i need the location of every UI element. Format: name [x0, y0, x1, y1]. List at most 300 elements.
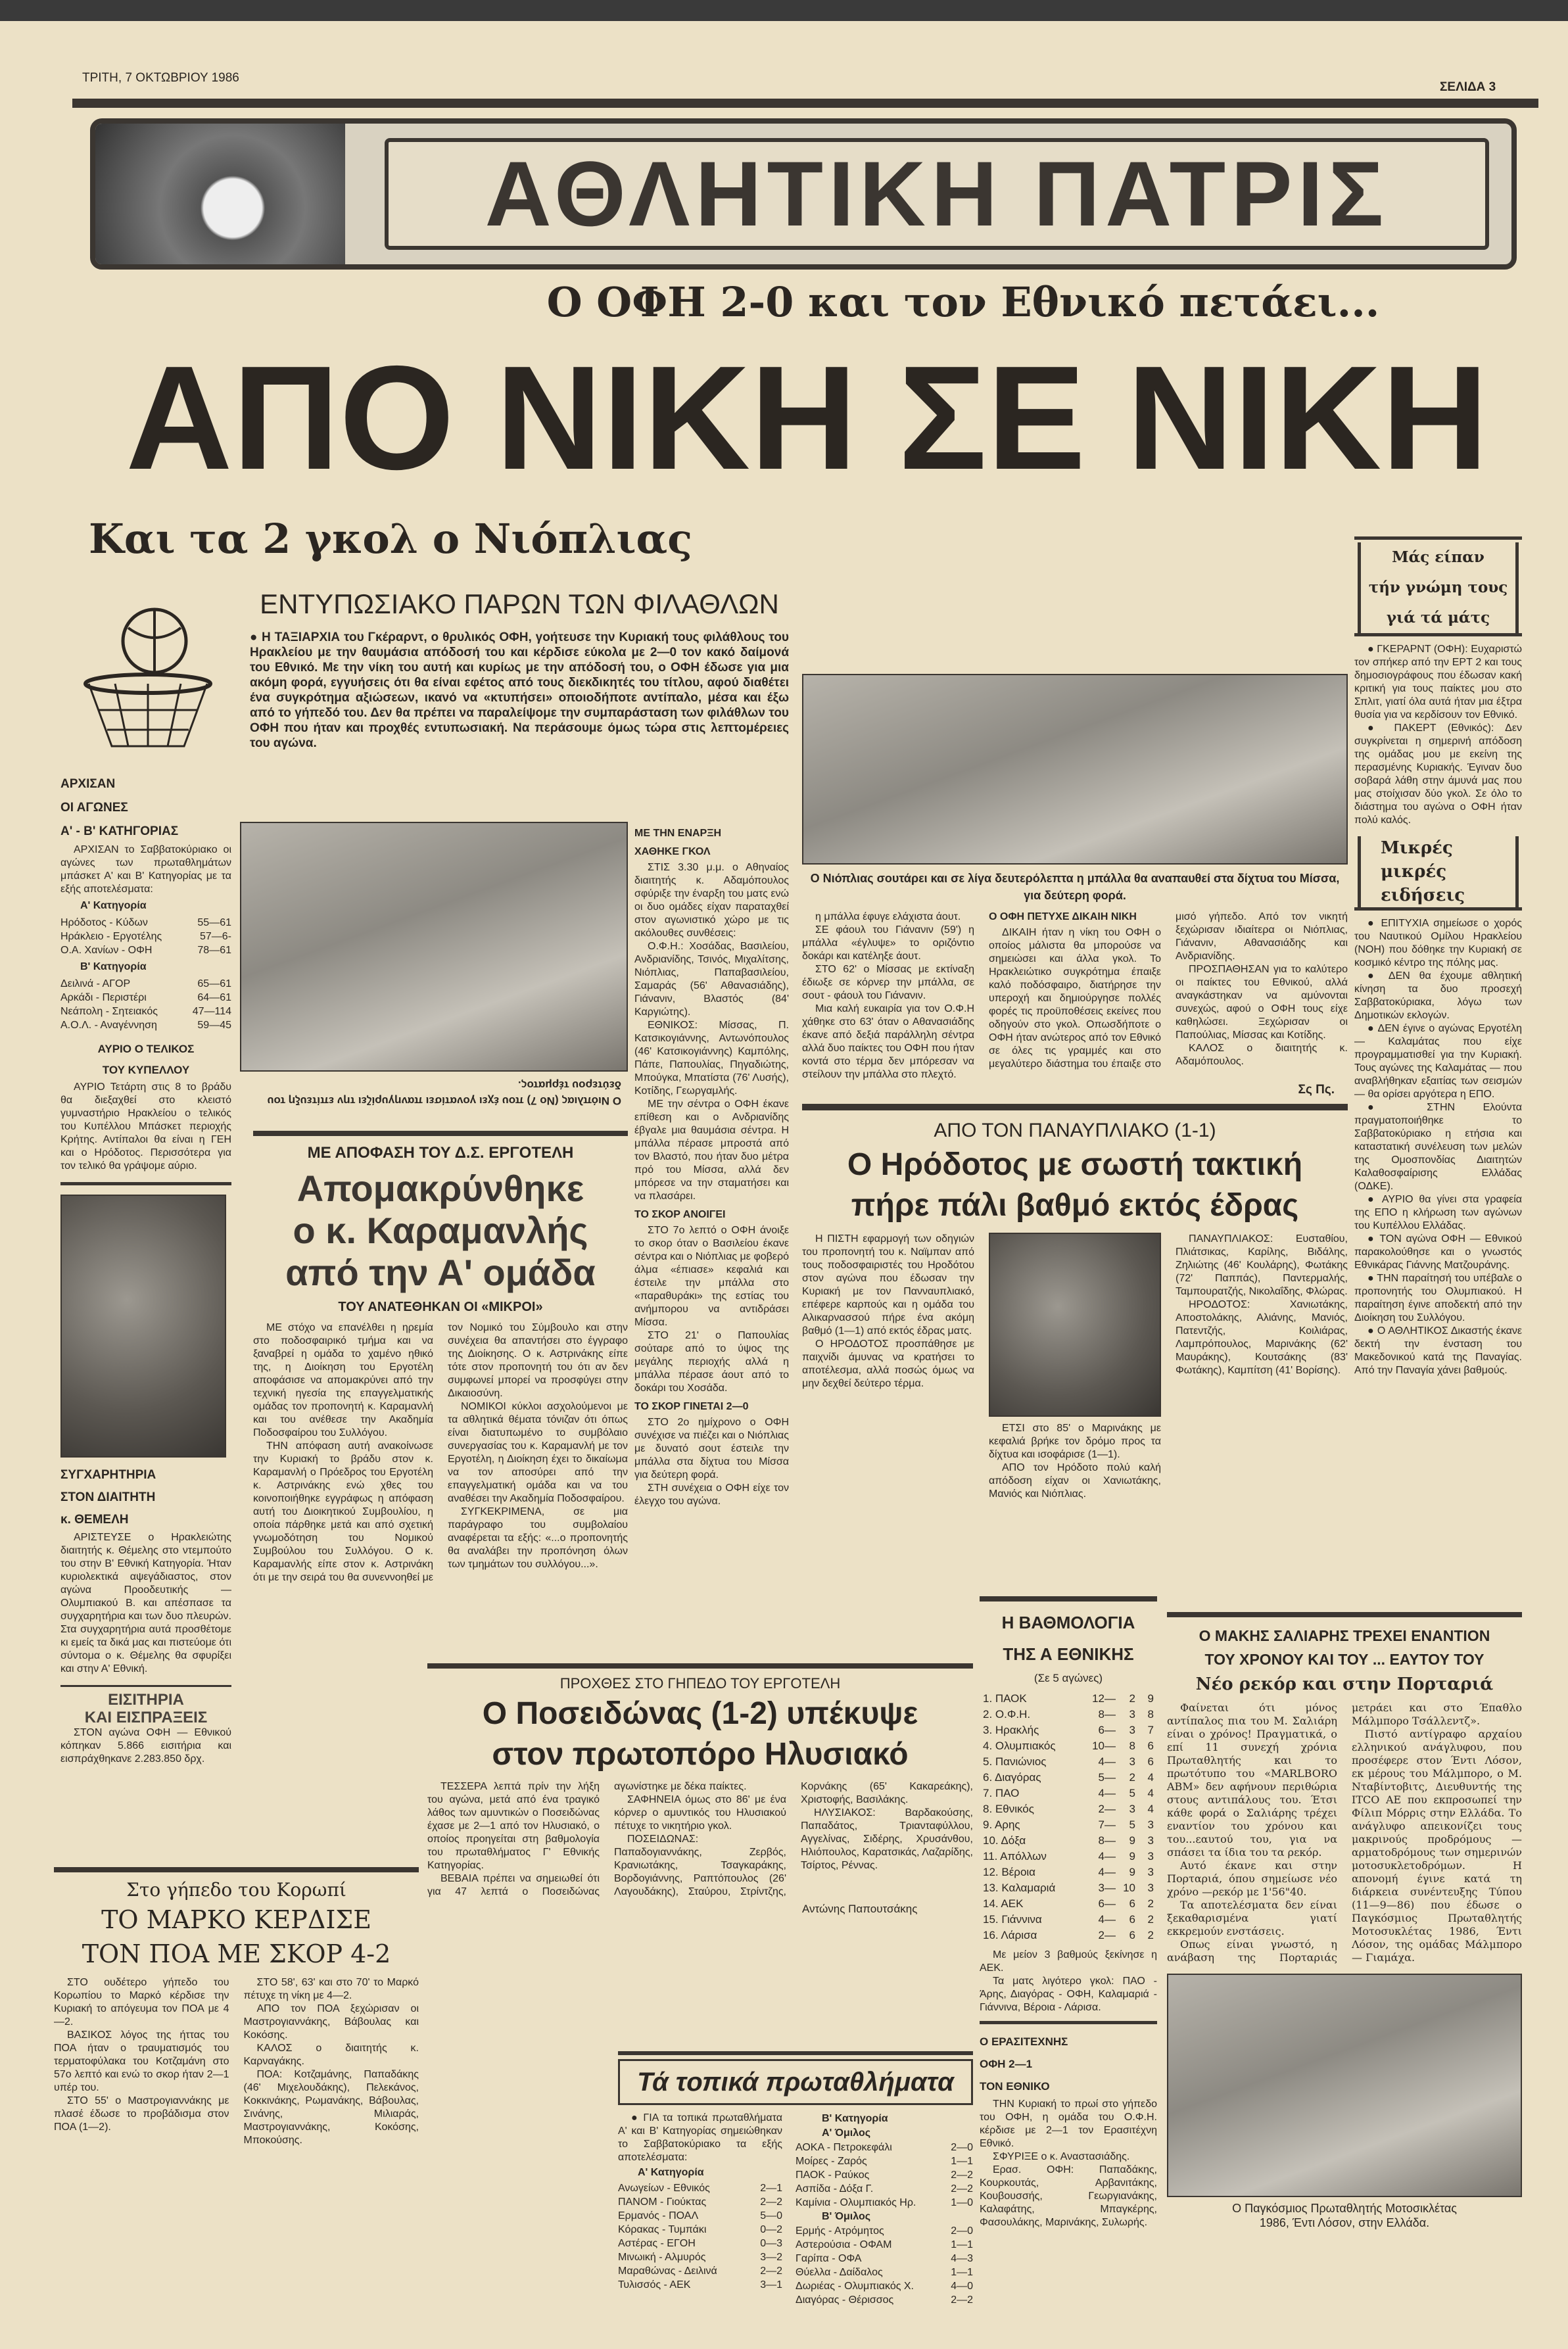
- poseidon-author: Αντώνης Παπουτσάκης: [802, 1903, 918, 1915]
- result-row-cell: 3—2: [760, 2252, 782, 2263]
- herodotos-headline-line: Ο Ηρόδοτος με σωστή τακτική: [847, 1147, 1303, 1182]
- photo-referee: [60, 1195, 226, 1458]
- standings-row-cell: 3: [1147, 1866, 1154, 1878]
- local-championships: [618, 2051, 973, 2307]
- photo-caption-upside-down: Ο Νιόπλιας (Νο 7) που έχει γονατίσει πανηγυρίζει την επίτευξη του δεύτερου τέρματος.: [267, 1079, 621, 1107]
- result-row-list: [796, 2141, 973, 2210]
- standings-row-cell: 16. Λάρισα: [983, 1929, 1037, 1941]
- standings-row-cell: 3: [1147, 1834, 1154, 1847]
- marko-paragraph: ΣΤΟ ουδέτερο γήπεδο του Κορωπίου το Μαρκό κέρδισε την Κυριακή το απόγευμα τον ΠΟΑ με 4—2.: [54, 1977, 229, 2028]
- standings-row-cell: 5—: [1098, 1771, 1116, 1784]
- standings-row: [983, 1770, 1154, 1786]
- tickets-title-line-list: [60, 1691, 231, 1726]
- left-column: [60, 772, 231, 1766]
- basketball-hoop-icon: [76, 602, 227, 766]
- report-paragraph-subheading: ΤΟ ΣΚΟΡ ΓΙΝΕΤΑΙ 2—0: [634, 1401, 749, 1412]
- report-paragraph: ΣΤΟ 7ο λεπτό ο ΟΦΗ άνοιξε το σκορ όταν ο Βασιλείου έκανε σέντρα και ο Νιόπλιας με φοβερό άλμα «έπιασε» κεφαλιά και έστειλε την μπάλλα στο «παραθυράκι» της εστίας του ανήμπορου να αντιδράσει Μίσσα.: [634, 1225, 789, 1328]
- result-row: [60, 930, 231, 943]
- report-paragraph-subheading: ΧΑΘΗΚΕ ΓΚΟΛ: [634, 846, 711, 857]
- final-text: ΑΥΡΙΟ Τετάρτη στις 8 το βράδυ θα διεξαχθεί στο κλειστό γυμναστήριο Ηρακλείου ο τελικός του Κυπέλλου Μπάσκετ περιοχής Κρήτης. Αντίπαλοι θα είναι η ΓΕΗ και ο Ηρόδοτος. Περισσότερα για τον τελικό θα γράψομε αύριο.: [60, 1081, 231, 1172]
- standings-row-cell: 4. Ολυμπιακός: [983, 1740, 1056, 1752]
- divider: [60, 1685, 231, 1687]
- standings-row-cell: 8. Εθνικός: [983, 1803, 1034, 1815]
- result-row-cell: 57—6-: [199, 931, 231, 942]
- result-row-cell: Μαραθώνας - Δειλινά: [618, 2266, 717, 2277]
- result-row-cell: 2—2: [951, 2294, 973, 2306]
- referee-title-line: ΣΥΓΧΑΡΗΤΗΡΙΑ: [60, 1468, 156, 1482]
- standings-row-cell: 2: [1129, 1692, 1135, 1705]
- opinions-title-line-list: [1358, 542, 1519, 633]
- herodotos-column: [1176, 1233, 1348, 1501]
- result-row-cell: 59—45: [197, 1020, 231, 1031]
- standings-row-cell: 9: [1147, 1692, 1154, 1705]
- amateur-title-line-list: [980, 2031, 1157, 2098]
- result-row-cell: 78—61: [197, 945, 231, 956]
- result-row: [60, 916, 231, 930]
- result-row-cell: Δειλινά - ΑΓΟΡ: [60, 978, 131, 989]
- poseidon-headline-line-list: [427, 1694, 973, 1775]
- amateur-paragraph-list: [980, 2098, 1157, 2229]
- standings-row-cell: 2: [1147, 1897, 1154, 1910]
- report-paragraph-list: [802, 911, 1348, 1081]
- standings-row-cell: 4—: [1098, 1850, 1116, 1863]
- result-row-cell: Ερμανός - ΠΟΑΛ: [618, 2210, 699, 2221]
- saliaris-headline-line: Ο ΜΑΚΗΣ ΣΑΛΙΑΡΗΣ ΤΡΕΧΕΙ ΕΝΑΝΤΙΟΝ: [1199, 1627, 1490, 1644]
- standings-row-cell: 7: [1147, 1724, 1154, 1736]
- karamanlis-article: [253, 1131, 628, 1584]
- masthead: [90, 118, 1517, 270]
- result-row-cell: 3—1: [760, 2279, 782, 2290]
- result-row-cell: 4—0: [951, 2281, 973, 2292]
- herodotos-columns: [802, 1233, 1348, 1501]
- news-title-line-list: [1358, 836, 1519, 907]
- report-paragraph: Ο.Φ.Η.: Χοσάδας, Βασιλείου, Ανδριανίδης, Τσινός, Μιχαλίτσης, Νιόπλιας, Παπαβασιλείου, Σαμαράς (56' Αθανασιάδης), Γιάνανιν, Βλαστός (84' Καργιώτης).: [634, 941, 789, 1018]
- photo1-block: [240, 822, 628, 1108]
- divider: [980, 1596, 1157, 1602]
- herodotos-paragraph: ΑΠΟ τον Ηρόδοτο πολύ καλή απόδοση είχαν οι Χανιωτάκης, Μανιός και Νιόπλιας.: [989, 1462, 1161, 1500]
- report-paragraph: η μπάλλα έφυγε ελάχιστα άουτ.: [815, 911, 961, 922]
- amateur-paragraph: ΤΗΝ Κυριακή το πρωί στο γήπεδο του ΟΦΗ, η ομάδα του Ο.Φ.Η. κέρδισε με 2—1 τον Ερασιτέχνη Εθνικό.: [980, 2099, 1157, 2149]
- standings-row-cell: 2: [1147, 1913, 1154, 1926]
- poseidon-paragraph: ΒΕΒΑΙΑ πρέπει να σημειωθεί ότι για 47 λεπτά ο Ποσειδώνας αγωνίστηκε με δέκα παίκτες.: [427, 1781, 747, 1897]
- standings-row: [983, 1801, 1154, 1817]
- result-row: [796, 2252, 973, 2266]
- saliaris-paragraph: Πιστό αντίγραφο αρχαίου ελληνικού ανάγλυφου, που προσέφερε στον Έντι Λόσον, εκ μέρους του Μάλμπορο, ο Μ. Νταβίντοβιτς, Διευθυντής της ΙΤCΟ ΑΕ που εκπροσωπεί την Φίλιπ Μόρρις στην Ελλάδα. Το ανάγλυφο απεικονίζει τους μακρινούς προδρόμους — αρματοδρόμους των σημερινών μοτοσυκλετοδρόμων. Η απονομή έγινε κατά τη διάρκεια συνέντευξης Τύπου (11—9—86) που έδωσε ο Παγκόσμιος Πρωταθλητής Μοτοσυκλέτας 1986, Έντι Λόσον, της ομάδας Μάλμπορο — Γιαμάχα.: [1352, 1728, 1522, 1964]
- result-row: [796, 2154, 973, 2168]
- local-intro-block: [618, 2112, 782, 2164]
- result-row-cell: 0—3: [760, 2238, 782, 2249]
- news-title-line: ειδήσεις: [1381, 886, 1465, 905]
- basket-intro: [60, 843, 231, 896]
- standings-row-cell: 6. Διαγόρας: [983, 1771, 1041, 1784]
- tickets-title-line: ΕΙΣΙΤΗΡΙΑ: [108, 1691, 184, 1709]
- karamanlis-paragraph: ΤΗΝ απόφαση αυτή ανακοίνωσε την Κυριακή το βράδυ στον κ. Καραμανλή ο Πρόεδρος του Εργοτέλη κ. Αστρινάκης ενώ χθες του κοινοποιήθηκε εγγράφως η απόφαση αυτή του Διοικητικού Συμβουλίου, η οποία πάρθηκε μετά και από σχετική γνωμοδότηση του Νομικού Συμβούλου του Συλλόγου. Ο κ. Καραμανλής είπε στον κ. Αστρινάκη ότι με την σειρά του θα συνεννοηθεί με τον Νομικό του Σύμβουλο και στην συνέχεια θα απαντήσει στο έγγραφο της Διοίκησης. Ο κ. Αστρινάκης είπε τότε στον προπονητή του ότι αν δεν συμφωνεί μπορεί να προσφύγει στην Δικαιοσύνη.: [253, 1322, 628, 1583]
- result-row-cell: 2—2: [760, 2266, 782, 2277]
- standings-row-cell: 5. Πανιώνιος: [983, 1755, 1047, 1768]
- divider: [1354, 633, 1522, 636]
- result-row-cell: 2—2: [951, 2170, 973, 2181]
- karamanlis-paragraph-list: [253, 1321, 628, 1584]
- photo-player: [989, 1233, 1161, 1417]
- basket-title-line-list: [60, 772, 231, 843]
- standings-row: [983, 1786, 1154, 1801]
- standings-row-cell: 4: [1147, 1803, 1154, 1815]
- lead-paragraph: ● Η ΤΑΞΙΑΡΧΙΑ του Γκέραρντ, ο θρυλικός ΟΦΗ, γοήτευσε την Κυριακή τους φιλάθλους του Ηρακλείου με την θαυμάσια απόδοσή του και κέρδισε εύκολα με 2—0 τον κακό δαίμονά του Εθνικό. Με την νίκη του αυτή και κυρίως με την απόδοσή του, ο ΟΦΗ έδωσε για μια ακόμη φορά, εγγυήσεις ότι θα είναι εφέτος από τους διεκδικητές του τίτλου, αφού διαθέτει ένα συγκρότημα αξιώσεων, ικανό να «κτυπήσει» οποιοδήποτε αντίπαλο, μέσα και έξω από το γήπεδό του. Δεν θα πρέπει να παραλείψομε την συμπαράσταση των φιλάθλων του ΟΦΗ που ήταν και προχθές εντυπωσιακή. Να περάσουμε όμως τώρα στις λεπτομέρειες του αγώνα.: [250, 630, 789, 750]
- result-row-cell: 1—1: [951, 2239, 973, 2250]
- standings-row: [983, 1928, 1154, 1943]
- standings-row-cell: 7—: [1098, 1818, 1116, 1831]
- standings-row-cell: 3: [1147, 1882, 1154, 1894]
- result-row-cell: Δωριέας - Ολυμπιακός Χ.: [796, 2281, 914, 2292]
- standings-row: [983, 1849, 1154, 1864]
- saliaris-paragraph: Οπως είναι γνωστό, η ανάβαση της Πορταριάς μετράει και στο Έπαθλο Μάλμπορο Τσάλλεντζ».: [1167, 1701, 1522, 1964]
- result-row-list: [796, 2224, 973, 2307]
- standings-row: [983, 1896, 1154, 1912]
- standings-row-cell: 3: [1129, 1755, 1135, 1768]
- masthead-football-photo: [95, 124, 345, 264]
- result-row: [60, 1005, 231, 1018]
- standings-title-line-list: [980, 1607, 1157, 1670]
- marko-article: [54, 1867, 419, 2147]
- report-paragraph: ΣΤΙΣ 3.30 μ.μ. ο Αθηναίος διαιτητής κ. Αδαμόπουλος σφύριξε την έναρξη του ματς ενώ οι δυο ομάδες είχαν παραταχθεί στον αγωνιστικό χώρο με τις ακόλουθες συνθέσεις:: [634, 862, 789, 939]
- news-item-list: [1354, 917, 1522, 1377]
- marko-paragraph: ΚΑΛΟΣ ο διαιτητής κ. Καρναγάκης.: [243, 2043, 419, 2067]
- marko-paragraph: ΣΤΟ 55' ο Μαστρογιαννάκης με πλασέ έδωσε το προβάδισμα στον ΠΟΑ (1—2).: [54, 2095, 229, 2133]
- report-signature: Σς Πς.: [1298, 1083, 1335, 1097]
- poseidon-article: [427, 1663, 973, 1917]
- amateur-paragraph: Ερασ. ΟΦΗ: Παπαδάκης, Κουρκουτάς, Αρβανιτάκης, Κουβουσσής, Γεωργιανάκης, Καλαφάτης, Μπαγκέρης, Φασουλάκης, Μαρινάκης, Συλωρής.: [980, 2164, 1157, 2228]
- saliaris-paragraph: Αυτό έκανε και στην Πορταριά, όπου σημείωσε νέο χρόνο —ρεκόρ με 1'56"40.: [1167, 1859, 1337, 1898]
- karamanlis-paragraph: ΜΕ στόχο να επανέλθει η ηρεμία στο ποδοσφαιρικό τμήμα και να ξαναβρεί η ομάδα το χαμένο ηθικό της, η Διοίκηση του Εργοτέλη αποφάσισε να απομακρύνει από την τεχνική ηγεσία της επαγγελματικής ομάδας τον προπονητή κ. Καραμανλή και του ανέθεσε την Ακαδημία Ποδοσφαίρου του Συλλόγου.: [253, 1322, 433, 1438]
- page-number: ΣΕΛΙΔΑ 3: [1440, 80, 1496, 94]
- photo-eddie-lawson: [1167, 1974, 1522, 2197]
- result-row: [618, 2223, 782, 2237]
- standings-row-cell: 8: [1147, 1708, 1154, 1720]
- saliaris-article: [1167, 1612, 1522, 2230]
- issue-date: ΤΡΙΤΗ, 7 ΟΚΤΩΒΡΙΟΥ 1986: [82, 71, 239, 85]
- standings-row-cell: 8—: [1098, 1708, 1116, 1720]
- karamanlis-paragraph: ΝΟΜΙΚΟΙ κύκλοι ασχολούμενοι με τα αθλητικά θέματα τόνιζαν ότι όπως είναι διατυπωμένο το συμβόλαιο συνεργασίας του κ. Καραμανλή με τον Εργοτέλη, η Διοίκηση έχει το δικαίωμα να τον αποσύρει από την επαγγελματική ομάδα και να του αναθέσει την Ακαδημία Ποδοσφαίρου.: [448, 1401, 628, 1504]
- standings-row-cell: 3: [1147, 1818, 1154, 1831]
- herodotos-column: [802, 1233, 974, 1501]
- poseidon-paragraph: ΠΟΣΕΙΔΩΝΑΣ: Παπαδογιαννάκης, Ζερβός, Κρανιωτάκης, Τσαγκαράκης, Βορδογιάννης, Ραπτόπουλος (26' Λαγουδάκης), Σταύρου, Στρίντζης, Κορνάκης (65' Κακαρεάκης), Χριστοφής, Βασιλάκης.: [614, 1781, 973, 1897]
- report-paragraph: ΣΤΟ 2ο ημίχρονο ο ΟΦΗ συνέχισε να πιέζει και ο Νιόπλιας με δυνατό σουτ έστειλε την μπάλλα στα δίχτυα του Μίσσα για δεύτερη φορά.: [634, 1417, 789, 1481]
- amateur-title-line: Ο ΕΡΑΣΙΤΕΧΝΗΣ: [980, 2035, 1068, 2048]
- right-region: [802, 674, 1348, 1501]
- result-row-list: [60, 916, 231, 957]
- standings-note-paragraph: Με μείον 3 βαθμούς ξεκίνησε η ΑΕΚ.: [980, 1949, 1157, 1974]
- standings-row: [983, 1880, 1154, 1896]
- result-row-cell: 2—2: [951, 2183, 973, 2195]
- saliaris-caption-line: 1986, Έντι Λόσον, στην Ελλάδα.: [1259, 2216, 1430, 2229]
- result-row-cell: 2—0: [951, 2225, 973, 2237]
- report-paragraph: ΔΙΚΑΙΗ ήταν η νίκη του ΟΦΗ ο οποίος μάλιστα θα μπορούσε να σημειώσει και άλλα γκολ. Το Ηρακλειώτικο συγκρότημα έπαιξε καλό ποδόσφαιρο, διατήρησε την υπεροχή και δημιούργησε πολλές φορές τις προϋποθέσεις εκείνες που οδηγούν στο γκολ. Οπωσδήποτε ο ΟΦΗ ήταν ανώτερος από τον Εθνικό σε όλες τις γραμμές και στο μεγαλύτερο διάστημα του έπαιξε στο μισό γήπεδο. Από τον νικητή ξεχώρισαν ιδιαίτερα οι Νιόπλιας, Γιάνανιν, Αθανασιάδης και Ανδριανίδης.: [989, 911, 1348, 1070]
- final-title-line-list: [60, 1039, 231, 1081]
- poseidon-paragraph: ΗΛΥΣΙΑΚΟΣ: Βαρδακούσης, Παπαδάτος, Τριανταφύλλου, Αγγελίνας, Σιδέρης, Χρυσάνθου, Ηλιόπουλος, Καρατσικάς, Λαζαρίδης, Τσίρτος, Ρέννας.: [801, 1807, 973, 1871]
- poseidon-paragraph: ΤΕΣΣΕΡΑ λεπτά πρίν την λήξη του αγώνα, μετά από ένα τραγικό λάθος των αμυντικών ο Ποσειδώνας έχασε με 2—1 από τον Ηλυσιακό, ο οποίος προηγείται στη βαθμολογία του πρωταθλήματος Γ' Εθνικής Κατηγορίας.: [427, 1781, 600, 1871]
- news-item: ● Ο ΑΘΛΗΤΙΚΟΣ Δικαστής έκανε δεκτή την ένσταση του Μακεδονικού κατά της Παναγίας. Από την Παναγία χάνει βαθμούς.: [1354, 1325, 1522, 1376]
- result-row: [618, 2278, 782, 2292]
- result-row-cell: Αστέρας - ΕΓΟΗ: [618, 2238, 696, 2249]
- opinion-paragraph: ● ΠΑΚΕΡΤ (Εθνικός): Δεν συγκρίνεται η σημερινή απόδοση της ομάδας μου με εκείνη της περασμένης Κυριακής. Έγιναν δυο σοβαρά λάθη στην άμυνά μας που μας στοίχισαν δύο γκολ. Σε όλο το διάστημα του αγώνα ο ΟΦΗ ήταν πολύ καλός.: [1354, 723, 1522, 826]
- marko-headline-line: ΤΟ ΜΑΡΚΟ ΚΕΡΔΙΣΕ: [101, 1905, 371, 1934]
- report-paragraph: ΠΡΟΣΠΑΘΗΣΑΝ για το καλύτερο οι παίκτες του Εθνικού, αλλά αναγκάστηκαν να αμύνονται συνεχώς, αφού ο ΟΦΗ τους είχε καθηλώσει. Ξεχώρισαν οι Παπούλιας, Μίσσας και Κοτίδης.: [1176, 964, 1348, 1041]
- photo-niopilias-shot: [802, 674, 1348, 865]
- standings-row: [983, 1817, 1154, 1833]
- divider: [980, 2021, 1157, 2024]
- tickets-block: [60, 1726, 231, 1766]
- saliaris-paragraph: Φαίνεται ότι μόνος αντίπαλος πια του Μ. Σαλιάρη είναι ο χρόνος! Πραγματικά, ο επί 11 συνεχή χρόνια Πρωταθλητής και το πρωτότυπο του «ΜΑRLBORO ΑΒΜ» δεν αφήνουν περιθώρια στους αντιπάλους του. Έτσι κάθε φορά ο Σαλιάρης τρέχει εναντίον του χρόνου και του...εαυτού του, για να σπάσει τα ίδια του τα ρεκόρ.: [1167, 1701, 1337, 1859]
- lead-title: ΕΝΤΥΠΩΣΙΑΚΟ ΠΑΡΩΝ ΤΩΝ ΦΙΛΑΘΛΩΝ: [260, 588, 779, 619]
- news-title-line: μικρές: [1381, 862, 1447, 882]
- kicker-headline: Ο ΟΦΗ 2-0 και τον Εθνικό πετάει...: [546, 278, 1380, 326]
- herodotos-paragraph: ΕΤΣΙ στο 85' ο Μαρινάκης με κεφαλιά βρήκε τον δρόμο προς τα δίχτυα και ισοφάρισε (1—1).: [989, 1423, 1161, 1460]
- result-row: [796, 2238, 973, 2252]
- standings-note-paragraph: Τα ματς λιγότερο γκολ: ΠΑΟ - Άρης, Διαγόρας - ΟΦΗ, Καλαμαριά - Γιάννινα, Βέροια - Λάρισα.: [980, 1976, 1157, 2013]
- result-row: [60, 1018, 231, 1032]
- result-row-cell: Ανωγείων - Εθνικός: [618, 2183, 710, 2194]
- karamanlis-headline-line: από την Α' ομάδα: [285, 1252, 596, 1293]
- standings-row-cell: 1. ΠΑΟΚ: [983, 1692, 1027, 1705]
- amateur-paragraph: ΣΦΥΡΙΞΕ ο κ. Αναστασιάδης.: [993, 2151, 1130, 2162]
- standings-row-cell: 6: [1129, 1929, 1135, 1941]
- saliaris-paragraph-list: [1167, 1701, 1522, 1964]
- standings-title-line: ΤΗΣ Α ΕΘΝΙΚΗΣ: [1003, 1644, 1134, 1664]
- final-title-line: ΤΟΥ ΚΥΠΕΛΛΟΥ: [102, 1064, 190, 1076]
- basket-title-line: ΟΙ ΑΓΩΝΕΣ: [60, 801, 128, 815]
- result-row-cell: Γαρίπα - ΟΦΑ: [796, 2253, 862, 2264]
- karamanlis-sub: ΤΟΥ ΑΝΑΤΕΘΗΚΑΝ ΟΙ «ΜΙΚΡΟΙ»: [338, 1300, 543, 1314]
- opinion-paragraph: ● ΓΚΕΡΑΡΝΤ (ΟΦΗ): Ευχαριστώ τον σπήκερ από την ΕΡΤ 2 και τους δημοσιογράφους που έδωσαν κακή κριτική για τους παίκτες μου στο Σπλιτ, γιατί όλα αυτά ήταν μια έξτρα θυσία για να κερδίσουν τον Εθνικό.: [1354, 644, 1522, 721]
- right-sidebar: [1354, 536, 1522, 1377]
- final-title-line: ΑΥΡΙΟ Ο ΤΕΛΙΚΟΣ: [97, 1043, 195, 1055]
- standings-row-cell: 3. Ηρακλής: [983, 1724, 1039, 1736]
- standings-row-cell: 8: [1129, 1740, 1135, 1752]
- standings-row-cell: 6—: [1098, 1897, 1116, 1910]
- marko-kicker: Στο γήπεδο του Κορωπί: [126, 1879, 346, 1901]
- result-row: [796, 2182, 973, 2196]
- saliaris-sub: Νέο ρεκόρ και στην Πορταριά: [1195, 1674, 1494, 1694]
- karamanlis-headline-line-list: [253, 1168, 628, 1294]
- basket-cat-a: Α' Κατηγορία: [80, 900, 147, 911]
- standings-row-cell: 4: [1147, 1787, 1154, 1799]
- result-row-cell: Αρκάδι - Περιστέρι: [60, 992, 147, 1003]
- result-row-cell: Αστερούσια - ΟΦΑΜ: [796, 2239, 892, 2250]
- result-row-cell: 1—0: [951, 2197, 973, 2208]
- local-group-b: Β' Όμιλος: [822, 2211, 871, 2222]
- standings-row-cell: 6: [1147, 1755, 1154, 1768]
- standings-row-cell: 4—: [1098, 1755, 1116, 1768]
- standings-row-cell: 3: [1129, 1708, 1135, 1720]
- result-row-cell: Ο.Α. Χανίων - ΟΦΗ: [60, 945, 153, 956]
- standings-row-cell: 10—: [1092, 1740, 1116, 1752]
- result-row-cell: Κόρακας - Τυμπάκι: [618, 2224, 707, 2235]
- standings-row-cell: 15. Γιάννινα: [983, 1913, 1042, 1926]
- result-row-cell: 2—0: [951, 2142, 973, 2153]
- local-intro: ● ΓΙΑ τα τοπικά πρωταθλήματα Α' και Β' Κατηγορίας σημειώθηκαν το Σαββατοκύριακο τα εξής αποτελέσματα:: [618, 2112, 782, 2163]
- news-item: ● ΤΗΝ παραίτησή του υπέβαλε ο προπονητής του Ολυμπιακού. Η παραίτηση έγινε αποδεκτή από την Διοίκηση του Συλλόγου.: [1354, 1273, 1522, 1323]
- result-row-cell: 47—114: [192, 1006, 231, 1017]
- herodotos-paragraph: ΗΡΟΔΟΤΟΣ: Χανιωτάκης, Αποστολάκης, Αλιάνης, Μανιός, Πατεντζής, Κοιλιάρας, Λαμπρόπουλος, Μαρινάκης (62' Μαυράκης), Κουτσάκης (83' Φωτάκης), Καμπίτση (41' Βορίσης).: [1176, 1299, 1348, 1376]
- referee-block: [60, 1531, 231, 1676]
- scan-edge: [0, 0, 1568, 21]
- result-row-cell: 64—61: [197, 992, 231, 1003]
- news-item: ● ΣΤΗΝ Ελούντα πραγματοποιήθηκε το Σαββατοκύριακο η ετήσια και καταστατική συνέλευση των μελών της Ομοσπονδίας Διαιτητών Καλαθοσφαίρισης Ελλάδας (ΟΔΚΕ).: [1354, 1102, 1522, 1192]
- result-row-cell: Ηρόδοτος - Κύδων: [60, 917, 148, 928]
- result-row: [60, 977, 231, 991]
- result-row-cell: 1—1: [951, 2267, 973, 2278]
- result-row-cell: 5—0: [760, 2210, 782, 2221]
- standings-row-cell: 3: [1129, 1803, 1135, 1815]
- result-row-list: [60, 977, 231, 1032]
- result-row-cell: Νεάπολη - Σητειακός: [60, 1006, 158, 1017]
- standings-row-cell: 6: [1129, 1913, 1135, 1926]
- result-row-cell: Καμίνια - Ολυμπιακός Ηρ.: [796, 2197, 916, 2208]
- standings-row-cell: 3: [1129, 1724, 1135, 1736]
- divider: [802, 1104, 1348, 1110]
- news-item: ● ΕΠΙΤΥΧΙΑ σημείωσε ο χορός του Ναυτικού Ομίλου Ηρακλείου (ΝΟΗ) που δόθηκε την Κυριακή σε κοσμικό κέντρο της πόλης μας.: [1354, 918, 1522, 968]
- saliaris-caption-line-list: [1167, 2201, 1522, 2230]
- standings-row-cell: 9: [1129, 1866, 1135, 1878]
- standings-row-cell: 2—: [1098, 1929, 1116, 1941]
- report-paragraph: Μια καλή ευκαιρία για τον Ο.Φ.Η χάθηκε στο 63' όταν ο Αθανασιάδης έκανε από δεξιά παράλληλη σέντρα αλλά δυο παίκτες του ΟΦΗ που ήταν κοντά στο τέρμα δεν μπόρεσαν να στείλουν την μπάλλα στο πλεχτό.: [802, 1003, 974, 1080]
- marko-paragraph: ΒΑΣΙΚΟΣ λόγος της ήττας του ΠΟΑ ήταν ο τραυματισμός του τερματοφύλακα του Κοτζαμάνη στο 57ο λεπτό και ενώ το σκορ ήταν 2—1 υπέρ του.: [54, 2029, 229, 2093]
- poseidon-paragraph-list: [427, 1780, 973, 1899]
- standings-row-cell: 3—: [1098, 1882, 1116, 1894]
- herodotos-paragraph: Ο ΗΡΟΔΟΤΟΣ προσπάθησε με παιχνίδι άμυνας να κρατήσει το αποτέλεσμα, αλλά ποσώς όμως να μην δεχθεί δεύτερο τέρμα.: [802, 1339, 974, 1389]
- standings-row-cell: 6: [1147, 1740, 1154, 1752]
- standings-row-list: [980, 1691, 1157, 1943]
- result-row: [796, 2168, 973, 2182]
- result-row-cell: Θύελλα - Δαίδαλος: [796, 2267, 883, 2278]
- result-row: [796, 2293, 973, 2307]
- standings-row-cell: 5: [1129, 1787, 1135, 1799]
- result-row-cell: ΑΟΚΑ - Πετροκεφάλι: [796, 2142, 892, 2153]
- local-headline: Τά τοπικά πρωταθλήματα: [618, 2059, 973, 2105]
- standings-row-cell: 6: [1129, 1897, 1135, 1910]
- opinion-paragraph-list: [1354, 643, 1522, 827]
- basket-intro-text: ΑΡΧΙΣΑΝ το Σαββατοκύριακο οι αγώνες των πρωταθλημάτων μπάσκετ Α' και Β' Κατηγορίας με τα εξής αποτελέσματα:: [60, 844, 231, 895]
- news-item: ● ΔΕΝ έγινε ο αγώνας Εργοτέλη — Καλαμάτας που είχε προγραμματισθεί για την Κυριακή. Τους αγώνες της Καλαμάτας — που αναβλήθηκαν εξαιτίας των σεισμών — θα ορίσει αργότερα η ΕΠΟ.: [1354, 1023, 1522, 1100]
- referee-title-line: ΣΤΟΝ ΔΙΑΙΤΗΤΗ: [60, 1490, 156, 1504]
- result-row-cell: ΠΑΝΟΜ - Γιούκτας: [618, 2196, 707, 2208]
- amateur-title-line: ΤΟΝ ΕΘΝΙΚΟ: [980, 2080, 1050, 2093]
- result-row-cell: Α.Ο.Λ. - Αναγέννηση: [60, 1020, 157, 1031]
- standings-row: [983, 1754, 1154, 1770]
- standings-row: [983, 1912, 1154, 1928]
- standings-row-cell: 10. Δόξα: [983, 1834, 1026, 1847]
- referee-title-line-list: [60, 1464, 231, 1531]
- standings-title-line: Η ΒΑΘΜΟΛΟΓΙΑ: [1001, 1613, 1135, 1632]
- standings-row-cell: 13. Καλαμαριά: [983, 1882, 1056, 1894]
- top-rule: [72, 99, 1538, 108]
- result-row: [618, 2264, 782, 2278]
- result-row-cell: 2—2: [760, 2196, 782, 2208]
- standings-row-cell: 2: [1147, 1929, 1154, 1941]
- result-row-cell: 2—1: [760, 2183, 782, 2194]
- report-paragraph-subheading: ΤΟ ΣΚΟΡ ΑΝΟΙΓΕΙ: [634, 1209, 726, 1220]
- result-row: [796, 2141, 973, 2154]
- local-cat-b: Β' Κατηγορία: [822, 2113, 888, 2124]
- basket-cat-b: Β' Κατηγορία: [80, 961, 147, 972]
- divider: [54, 1867, 419, 1872]
- poseidon-headline-line: στον πρωτοπόρο Ηλυσιακό: [492, 1737, 909, 1772]
- standings-row-cell: 4—: [1098, 1787, 1116, 1799]
- news-item: ● ΔΕΝ θα έχουμε αθλητική κίνηση τα δυο προσεχή Σαββατοκύριακα, λόγω των Δημοτικών εκλογών.: [1354, 970, 1522, 1021]
- standings-row-cell: 4—: [1098, 1866, 1116, 1878]
- result-row: [618, 2195, 782, 2209]
- referee-text: ΑΡΙΣΤΕΥΣΕ ο Ηρακλειώτης διαιτητής κ. Θέμελης στο ντεμπούτο του στην Β' Εθνική Κατηγορία. Ήταν κυριολεκτικά αψεγάδιαστος, στον αγώνα Προοδευτικής — Ολυμπιακού Β. και απέσπασε τα συγχαρητήρια και των δυο πλευρών. Στα συγχαρητήρια αυτά προσθέτομε κι εμείς τα δικά μας και πιστεύομε ότι σύντομα ο κ. Θέμελης θα σφυρίξει και στην Α' Εθνική.: [60, 1532, 231, 1674]
- poseidon-kicker: ΠΡΟΧΘΕΣ ΣΤΟ ΓΗΠΕΔΟ ΤΟΥ ΕΡΓΟΤΕΛΗ: [559, 1675, 841, 1692]
- opinions-title-line: τήν γνώμη τους: [1368, 579, 1508, 596]
- poseidon-paragraph: ΣΑΦΗΝΕΙΑ όμως στο 86' με ένα κόρνερ ο αμυντικός του Ηλυσιακού πέτυχε το νικητήριο γκολ.: [614, 1794, 786, 1832]
- result-row-cell: 55—61: [197, 917, 231, 928]
- news-title-line: Μικρές: [1381, 838, 1453, 858]
- saliaris-paragraph: Τα αποτελέσματα δεν είναι ξεκαθαρισμένα γιατί εκκρεμούν ενστάσεις.: [1167, 1899, 1337, 1937]
- report-paragraph: ΜΕ την σέντρα ο ΟΦΗ έκανε επίθεση και ο Ανδριανίδης έβγαλε μια θαυμάσια σέντρα. Η μπάλλα πέρασε μπροστά από τον Βλαστό, που ήταν δυο μέτρα πρό του Μίσσα, αλλά δεν μπόρεσε να την σταματήσει και να πλασάρει.: [634, 1099, 789, 1202]
- standings-row-cell: 2: [1129, 1771, 1135, 1784]
- divider: [253, 1131, 628, 1136]
- herodotos-column: [989, 1233, 1161, 1501]
- photo-caption: Ο Νιόπλιας σουτάρει και σε λίγα δευτερόλεπτα η μπάλλα θα αναπαυθεί στα δίχτυα του Μίσσα, για δεύτερη φορά.: [810, 872, 1340, 902]
- herodotos-headline-line-list: [802, 1145, 1348, 1226]
- report-paragraph-list: [634, 822, 789, 1508]
- standings-row-cell: 12—: [1092, 1692, 1116, 1705]
- standings-row-cell: 10: [1123, 1882, 1135, 1894]
- result-row: [796, 2266, 973, 2279]
- standings-row-cell: 12. Βέροια: [983, 1866, 1036, 1878]
- standings-note: (Σε 5 αγώνες): [1033, 1672, 1103, 1684]
- result-row: [60, 991, 231, 1005]
- tickets-text: ΣΤΟΝ αγώνα ΟΦΗ — Εθνικού κόπηκαν 5.866 εισιτήρια και εισπράχθηκανε 2.283.850 δρχ.: [60, 1727, 231, 1765]
- standings-row-cell: 3: [1147, 1850, 1154, 1863]
- marko-paragraph: ΠΟΑ: Κοτζαμάνης, Παπαδάκης (46' Μιχελουδάκης), Πελεκάνος, Κοκκινάκης, Ρωμανάκης, Βάβουλας, Σινάνης, Μιλιαράς, Μαστρογιαννάκης, Κοκόσης, Μποκούσης.: [243, 2069, 419, 2146]
- news-item: ● ΑΥΡΙΟ θα γίνει στα γραφεία της ΕΠΟ η κλήρωση των αγώνων του Κυπέλλου Ελλάδας.: [1354, 1194, 1522, 1231]
- basket-title-line: ΑΡΧΙΣΑΝ: [60, 777, 116, 791]
- marko-paragraph: ΣΤΟ 58', 63' και στο 70' το Μαρκό πέτυχε τη νίκη με 4—2.: [243, 1977, 419, 2001]
- standings-row-cell: 4: [1147, 1771, 1154, 1784]
- standings-row-cell: 9: [1129, 1834, 1135, 1847]
- standings-row: [983, 1722, 1154, 1738]
- standings-row: [983, 1833, 1154, 1849]
- karamanlis-headline-line: ο κ. Καραμανλής: [293, 1210, 588, 1251]
- result-row: [618, 2209, 782, 2223]
- report-paragraph: ΣΤΟ 62' ο Μίσσας με εκτίναξη έδιωξε σε κόρνερ την μπάλλα, σε σουτ - φάουλ του Γιάνανιν.: [802, 964, 974, 1001]
- standings-column: [980, 1596, 1157, 2229]
- standings-row-cell: 5: [1129, 1818, 1135, 1831]
- standings-row: [983, 1691, 1154, 1707]
- divider: [427, 1663, 973, 1669]
- amateur-title-line: ΟΦΗ 2—1: [980, 2058, 1033, 2070]
- result-row: [618, 2237, 782, 2250]
- result-row-cell: Τυλισσός - ΑΕΚ: [618, 2279, 691, 2290]
- final-text-block: [60, 1081, 231, 1173]
- karamanlis-headline-line: Απομακρύνθηκε: [297, 1168, 584, 1209]
- local-group-a: Α' Όμιλος: [822, 2127, 871, 2139]
- result-row: [60, 943, 231, 957]
- result-row: [796, 2196, 973, 2210]
- divider: [1354, 536, 1522, 540]
- result-row-cell: Μοίρες - Ζαρός: [796, 2156, 867, 2167]
- standings-row: [983, 1864, 1154, 1880]
- report-paragraph-subheading: ΜΕ ΤΗΝ ΕΝΑΡΞΗ: [634, 828, 722, 839]
- divider: [1167, 1612, 1522, 1617]
- karamanlis-paragraph: ΣΥΓΚΕΚΡΙΜΕΝΑ, σε μια παράγραφο του συμβολαίου αναφέρεται τα εξής: «...ο προπονητής θα αναλάβει την προπόνηση όλων των τμημάτων του συλλόγου...».: [448, 1506, 628, 1570]
- result-row: [796, 2279, 973, 2293]
- standings-row: [983, 1707, 1154, 1722]
- standings-row-cell: 8—: [1098, 1834, 1116, 1847]
- standings-note-paragraph-list: [980, 1949, 1157, 2014]
